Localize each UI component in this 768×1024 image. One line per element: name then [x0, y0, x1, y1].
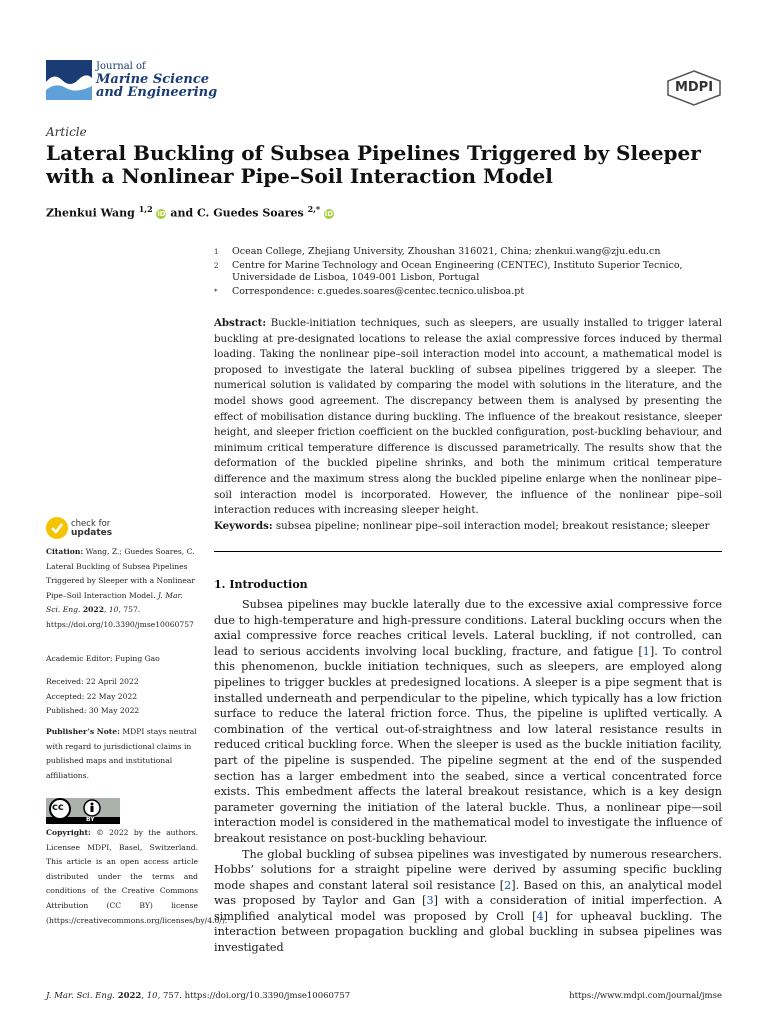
- citation-link[interactable]: 4: [536, 909, 544, 923]
- citation-volume: 10: [108, 605, 119, 615]
- journal-logo-icon: [46, 60, 92, 100]
- footer-doi[interactable]: , 757. https://doi.org/10.3390/jmse10060757: [157, 991, 351, 1001]
- copyright-label: Copyright:: [46, 828, 91, 837]
- received-date: Received: 22 April 2022: [46, 677, 139, 686]
- journal-prefix: Journal of: [96, 61, 146, 72]
- keywords-label: Keywords:: [214, 520, 273, 532]
- footer-journal-url[interactable]: https://www.mdpi.com/journal/jmse: [569, 991, 722, 1001]
- introduction-body: [214, 597, 722, 956]
- paragraph-text: The global buckling of subsea pipelines was investigated by numerous researchers. Hobbs’ solutions for a straight pipeline were derived by assuming specific buckling mode shapes and constant lateral soil resistance [: [214, 847, 722, 892]
- paragraph-text: ]. To control this phenomenon, buckle initiation techniques, such as sleepers, are employed along pipelines to trigger buckles at predesigned locations. A sleeper is a pipe segment that is installed underneath and perpendicular to the pipeline, which typically has a low friction surface to reduce the lateral friction force. Thus, the pipeline is uplifted vertically. A combination of the vertical out-of-straightness and low lateral resistance results in reduced critical buckling force. When the sleeper is used as the buckle initiation facility, part of the pipeline is suspended. The pipeline segment at the end of the suspended section has a larger embedment into the seabed, since a vertical concentrated force exists. This embedment affects the lateral breakout resistance, which is a key design parameter governing the initiation of the lateral buckle. Thus, a nonlinear pipe—soil interaction model is considered in the mathematical model to investigate the influence of breakout resistance on post-buckling behaviour.: [214, 644, 722, 845]
- abstract-text: Buckle-initiation techniques, such as sleepers, are usually installed to trigger lateral buckling at pre-designated locations to release the axial compressive forces induced by thermal loading. Taking the nonlinear pipe–soil interaction model into account, a mathematical model is proposed to investigate the lateral buckling of subsea pipelines triggered by a sleeper. The numerical solution is validated by comparing the model with solutions in the literature, and the model shows good agreement. The discrepancy between them is analysed by presenting the effect of mobilisation distance during buckling. The influence of the breakout resistance, sleeper height, and sleeper friction coefficient on the buckled configuration, post-buckling behaviour, and minimum critical temperature difference is discussed parametrically. The results show that the deformation of the buckled pipeline shrinks, and both the minimum critical temperature difference and the maximum stress along the buckled pipeline enlarge when the nonlinear pipe–soil interaction model is incorporated. However, the influence of the nonlinear pipe–soil interaction reduces with increasing sleeper height.: [214, 318, 722, 517]
- citation: Citation: Wang, Z.; Guedes Soares, C. Lateral Buckling of Subsea Pipelines Triggered by Sleeper with a Nonlinear Pipe–Soil Interaction Model. J. Mar. Sci. Eng. 2022, 10, 757. https://doi.org/10.3390/jmse10060757: [46, 547, 196, 629]
- accepted-date: Accepted: 22 May 2022: [46, 691, 138, 701]
- journal-name-line1: Marine Science: [96, 72, 210, 87]
- updates-line2: updates: [71, 528, 113, 538]
- affiliation-text: Centre for Marine Technology and Ocean Engineering (CENTEC), Instituto Superior Tecnico, Universidade de Lisboa, 1049-001 Lisbon, Portugal: [232, 259, 683, 283]
- affiliation-mark: 1: [214, 248, 219, 256]
- citation-link[interactable]: 3: [426, 894, 434, 908]
- keywords-text: subsea pipeline; nonlinear pipe–soil interaction model; breakout resistance; sleeper: [275, 521, 710, 532]
- keywords: [214, 519, 722, 534]
- affiliation-item: [214, 260, 724, 285]
- updates-line1: check for: [71, 519, 111, 529]
- dates: [46, 675, 198, 719]
- affiliation-text: Ocean College, Zhejiang University, Zhoushan 316021, China; zhenkui.wang@zju.edu.cn: [232, 246, 661, 257]
- author-affiliation-mark: 2,*: [307, 204, 321, 214]
- affiliation-mark: *: [214, 287, 218, 296]
- affiliation-text: Correspondence: c.guedes.soares@centec.tecnico.ulisboa.pt: [232, 285, 525, 297]
- academic-editor: Academic Editor: Fuping Gao: [46, 654, 160, 663]
- cc-glyph: cc: [52, 802, 64, 813]
- publisher-note: [46, 725, 198, 783]
- author-affiliation-mark: 1,2: [138, 204, 153, 214]
- affiliations: [214, 246, 724, 299]
- publisher-note-label: Publisher’s Note:: [46, 727, 120, 736]
- paragraph: [214, 597, 722, 847]
- copyright-text: © 2022 by the authors. Licensee MDPI, Basel, Switzerland. This article is an open access article distributed under the terms and conditions of the Creative Commons Attribution (CC BY) license (https://creativecommons.org/licenses/by/4.0/).: [46, 828, 228, 925]
- published-date: Published: 30 May 2022: [46, 706, 140, 716]
- paragraph-text: ] for upheaval buckling. The interaction between propagation buckling and global buckling in subsea pipelines was investigated: [214, 909, 722, 955]
- affiliation-item: [214, 246, 724, 259]
- copyright: [46, 826, 228, 928]
- check-for-updates-button[interactable]: [46, 517, 176, 543]
- footer-year: 2022: [117, 991, 142, 1001]
- by-glyph: BY: [86, 816, 95, 823]
- citation-doi[interactable]: , 757. https://doi.org/10.3390/jmse10060757: [46, 605, 194, 629]
- article-type: Article: [46, 125, 87, 139]
- author-name[interactable]: Zhenkui Wang: [46, 206, 135, 220]
- cc-license-icon[interactable]: [46, 798, 120, 824]
- article-title: Lateral Buckling of Subsea Pipelines Triggered by Sleeper with a Nonlinear Pipe–Soil Interaction Model: [46, 141, 701, 188]
- footer-volume: 10: [146, 991, 158, 1001]
- publisher-note-text: MDPI stays neutral with regard to jurisdictional claims in published maps and institutional affiliations.: [46, 727, 197, 780]
- paragraph-text: ]. Based on this, an analytical model was proposed by Taylor and Gan [: [214, 878, 722, 908]
- publisher-name: MDPI: [674, 80, 714, 95]
- check-updates-icon: [46, 517, 68, 539]
- affiliation-mark: 2: [214, 261, 219, 270]
- citation-label: Citation:: [46, 547, 84, 556]
- affiliation-item: [214, 286, 724, 299]
- author-list: [46, 204, 334, 220]
- paragraph: [214, 847, 722, 956]
- citation-year: 2022: [82, 605, 104, 615]
- section-heading: 1. Introduction: [214, 578, 308, 591]
- orcid-icon[interactable]: iD: [157, 209, 166, 218]
- paragraph-text: ] with a consideration of initial imperfection. A simplified analytical model was proposed by Croll [: [214, 894, 722, 923]
- mdpi-logo: [666, 70, 722, 106]
- abstract-label: Abstract:: [214, 317, 267, 329]
- citation-text: Wang, Z.; Guedes Soares, C. Lateral Buckling of Subsea Pipelines Triggered by Sleeper with a Nonlinear Pipe–Soil Interaction Model.: [46, 547, 196, 600]
- journal-name-line2: and Engineering: [96, 85, 218, 100]
- orcid-icon[interactable]: iD: [324, 209, 334, 218]
- paragraph-text: Subsea pipelines may buckle laterally due to the excessive axial compressive force due to high-temperature and high-pressure conditions. Lateral buckling occurs when the axial compressive force reaches critical levels. Lateral buckling, if not controlled, can lead to serious accidents involving local buckling, fracture, and fatigue [: [214, 598, 722, 658]
- divider: [214, 551, 722, 552]
- citation-link[interactable]: 2: [504, 878, 512, 892]
- journal-name: [96, 60, 217, 99]
- author-name[interactable]: C. Guedes Soares: [197, 206, 304, 220]
- citation-journal: J. Mar. Sci. Eng.: [46, 590, 183, 615]
- page-footer: J. Mar. Sci. Eng. 2022, 10, 757. https://doi.org/10.3390/jmse10060757 https://www.mdpi.com/journal/jmse: [46, 991, 722, 1001]
- abstract: [214, 316, 722, 519]
- citation-link[interactable]: 1: [642, 644, 650, 658]
- author-conjunction: and: [170, 206, 194, 220]
- footer-journal: J. Mar. Sci. Eng.: [46, 991, 115, 1001]
